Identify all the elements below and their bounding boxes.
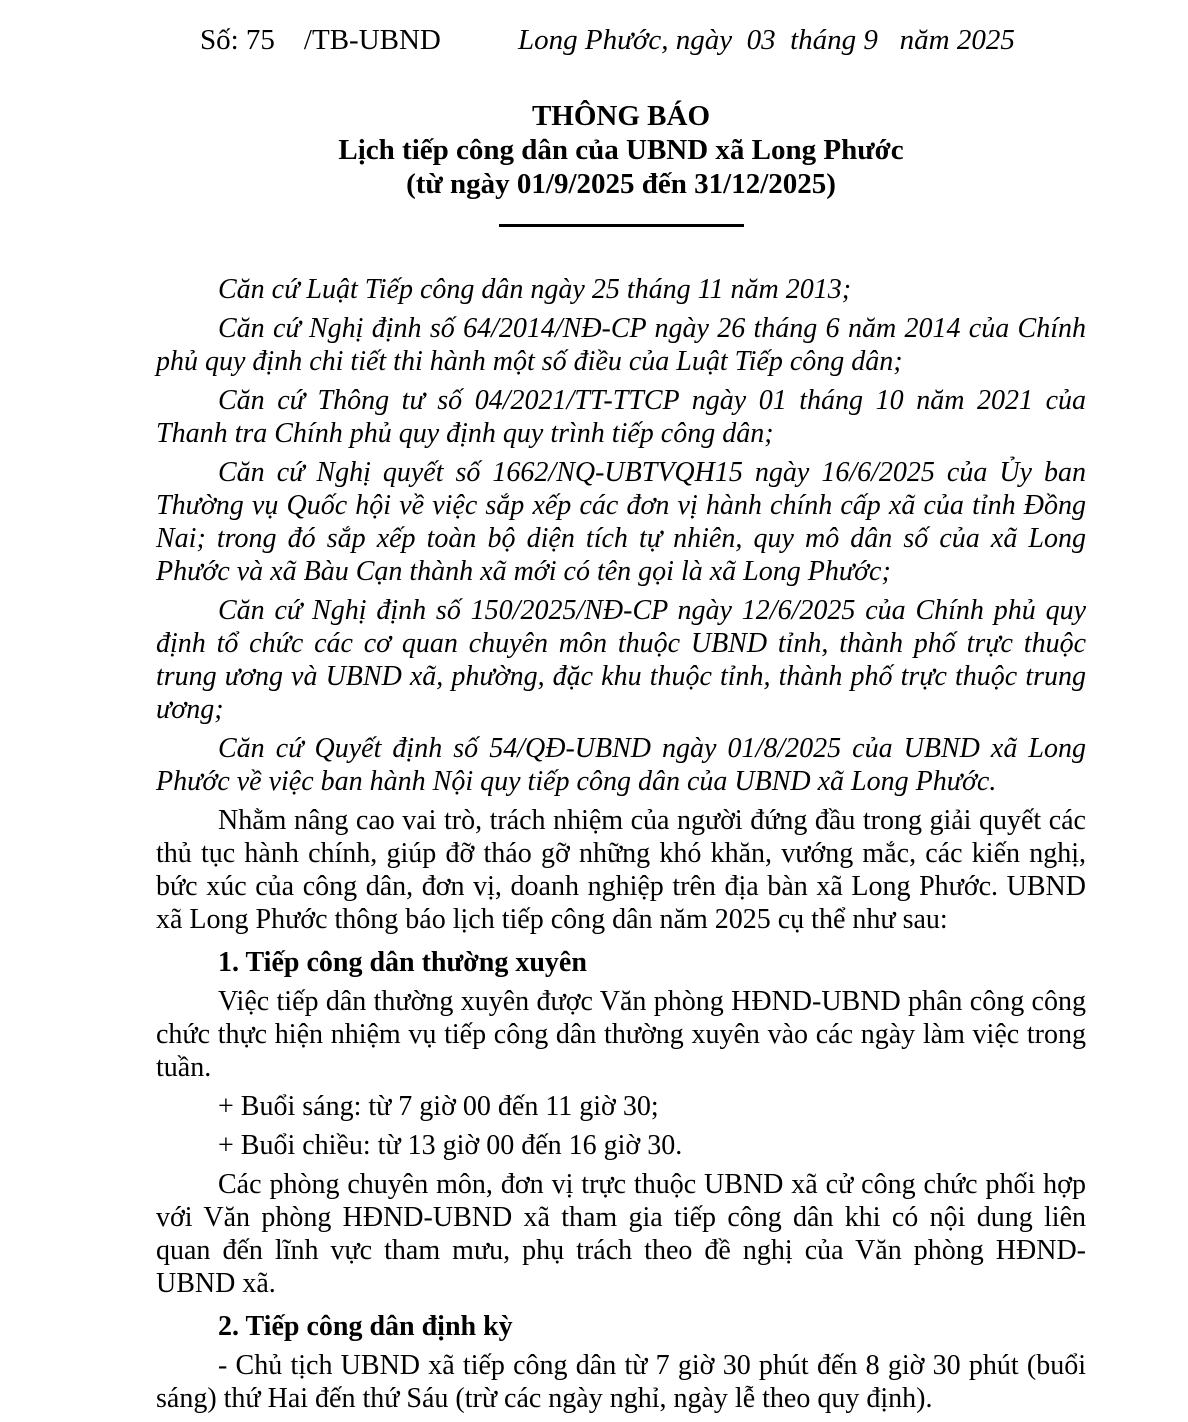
coordination-paragraph: Các phòng chuyên môn, đơn vị trực thuộc UBND xã cử công chức phối hợp với Văn phòng HĐND-UBND xã tham gia tiếp công dân khi có nội dung liên quan đến lĩnh vực tham mưu, phụ trách theo đề nghị của Văn phòng HĐND-UBND xã.	[156, 1169, 1086, 1299]
doc-number: Số: 75 /TB-UBND	[200, 24, 441, 56]
section-2-heading: 2. Tiếp công dân định kỳ	[218, 1311, 513, 1342]
title-block	[156, 99, 1086, 201]
doc-title: THÔNG BÁO	[531, 100, 711, 132]
title-separator	[156, 224, 1086, 227]
purpose-paragraph: Nhằm nâng cao vai trò, trách nhiệm của người đứng đầu trong giải quyết các thủ tục hành chính, giúp đỡ tháo gỡ những khó khăn, vướng mắc, các kiến nghị, bức xúc của công dân, đơn vị, doanh nghiệp trên địa bàn xã Long Phước. UBND xã Long Phước thông báo lịch tiếp công dân năm 2025 cụ thể như sau:	[156, 805, 1086, 935]
place-date-line: Long Phước, ngày 03 tháng 9 năm 2025	[518, 24, 1015, 56]
doc-body	[156, 273, 1086, 1415]
citation-paragraph-decree-150: Căn cứ Nghị định số 150/2025/NĐ-CP ngày 12/6/2025 của Chính phủ quy định tổ chức các cơ quan chuyên môn thuộc UBND tỉnh, thành phố trực thuộc trung ương và UBND xã, phường, đặc khu thuộc tỉnh, thành phố trực thuộc trung ương;	[156, 595, 1086, 725]
doc-date-range: (từ ngày 01/9/2025 đến 31/12/2025)	[406, 168, 836, 200]
chairman-schedule-paragraph: - Chủ tịch UBND xã tiếp công dân từ 7 giờ 30 phút đến 8 giờ 30 phút (buổi sáng) thứ Hai đến thứ Sáu (trừ các ngày nghỉ, ngày lễ theo quy định).	[156, 1350, 1086, 1414]
citation-paragraph-law: Căn cứ Luật Tiếp công dân ngày 25 tháng 11 năm 2013;	[218, 274, 852, 305]
citation-paragraph-circular-04: Căn cứ Thông tư số 04/2021/TT-TTCP ngày 01 tháng 10 năm 2021 của Thanh tra Chính phủ quy định quy trình tiếp công dân;	[156, 385, 1086, 449]
afternoon-hours-item: + Buổi chiều: từ 13 giờ 00 đến 16 giờ 30.	[218, 1130, 683, 1161]
morning-hours-item: + Buổi sáng: từ 7 giờ 00 đến 11 giờ 30;	[218, 1091, 659, 1122]
citation-paragraph-decree-64: Căn cứ Nghị định số 64/2014/NĐ-CP ngày 26 tháng 6 năm 2014 của Chính phủ quy định chi tiết thi hành một số điều của Luật Tiếp công dân;	[156, 313, 1086, 377]
section-1-paragraph: Việc tiếp dân thường xuyên được Văn phòng HĐND-UBND phân công công chức thực hiện nhiệm vụ tiếp công dân thường xuyên vào các ngày làm việc trong tuần.	[156, 986, 1086, 1083]
citation-paragraph-decision-54: Căn cứ Quyết định số 54/QĐ-UBND ngày 01/8/2025 của UBND xã Long Phước về việc ban hành Nội quy tiếp công dân của UBND xã Long Phước.	[156, 733, 1086, 797]
separator-line	[499, 224, 744, 227]
citation-paragraph-resolution-1662: Căn cứ Nghị quyết số 1662/NQ-UBTVQH15 ngày 16/6/2025 của Ủy ban Thường vụ Quốc hội về việc sắp xếp các đơn vị hành chính cấp xã của tỉnh Đồng Nai; trong đó sắp xếp toàn bộ diện tích tự nhiên, quy mô dân số của xã Long Phước và xã Bàu Cạn thành xã mới có tên gọi là xã Long Phước;	[156, 457, 1086, 587]
section-1-heading: 1. Tiếp công dân thường xuyên	[218, 947, 587, 978]
doc-subtitle: Lịch tiếp công dân của UBND xã Long Phước	[338, 134, 904, 166]
